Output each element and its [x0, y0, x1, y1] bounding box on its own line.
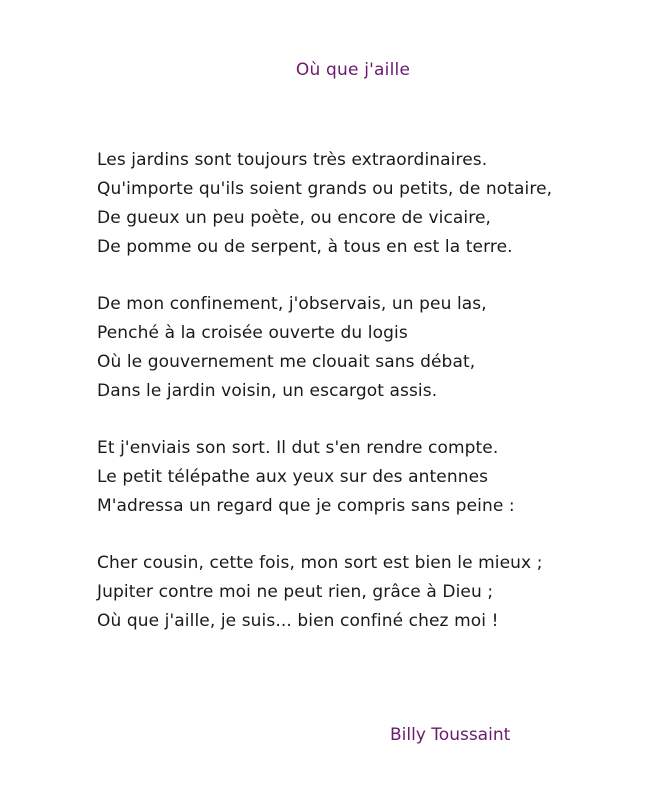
stanza-4: [97, 549, 657, 636]
poem-line: Dans le jardin voisin, un escargot assis.: [97, 381, 438, 401]
poem-line: M'adressa un regard que je compris sans peine :: [97, 496, 515, 516]
stanza-3: [97, 434, 657, 521]
poem-line: Et j'enviais son sort. Il dut s'en rendre compte.: [97, 438, 499, 458]
poem-title: Où que j'aille: [295, 60, 411, 80]
poem-line: De gueux un peu poète, ou encore de vicaire,: [97, 208, 492, 228]
poem-line: Qu'importe qu'ils soient grands ou petits, de notaire,: [97, 179, 553, 199]
poem-line: Où le gouvernement me clouait sans débat,: [97, 352, 476, 372]
poem-body: [97, 146, 657, 664]
poem-line: Penché à la croisée ouverte du logis: [97, 323, 408, 343]
poem-line: Cher cousin, cette fois, mon sort est bien le mieux ;: [97, 553, 543, 573]
poem-line: De pomme ou de serpent, à tous en est la terre.: [97, 237, 513, 257]
poem-line: Les jardins sont toujours très extraordinaires.: [97, 150, 488, 170]
poem-line: Le petit télépathe aux yeux sur des antennes: [97, 467, 489, 487]
poem-line: Jupiter contre moi ne peut rien, grâce à Dieu ;: [97, 582, 494, 602]
stanza-2: [97, 290, 657, 406]
poem-line: Où que j'aille, je suis... bien confiné chez moi !: [97, 611, 499, 631]
poem-author: Billy Toussaint: [390, 725, 511, 745]
stanza-1: [97, 146, 657, 262]
poem-line: De mon confinement, j'observais, un peu las,: [97, 294, 487, 314]
